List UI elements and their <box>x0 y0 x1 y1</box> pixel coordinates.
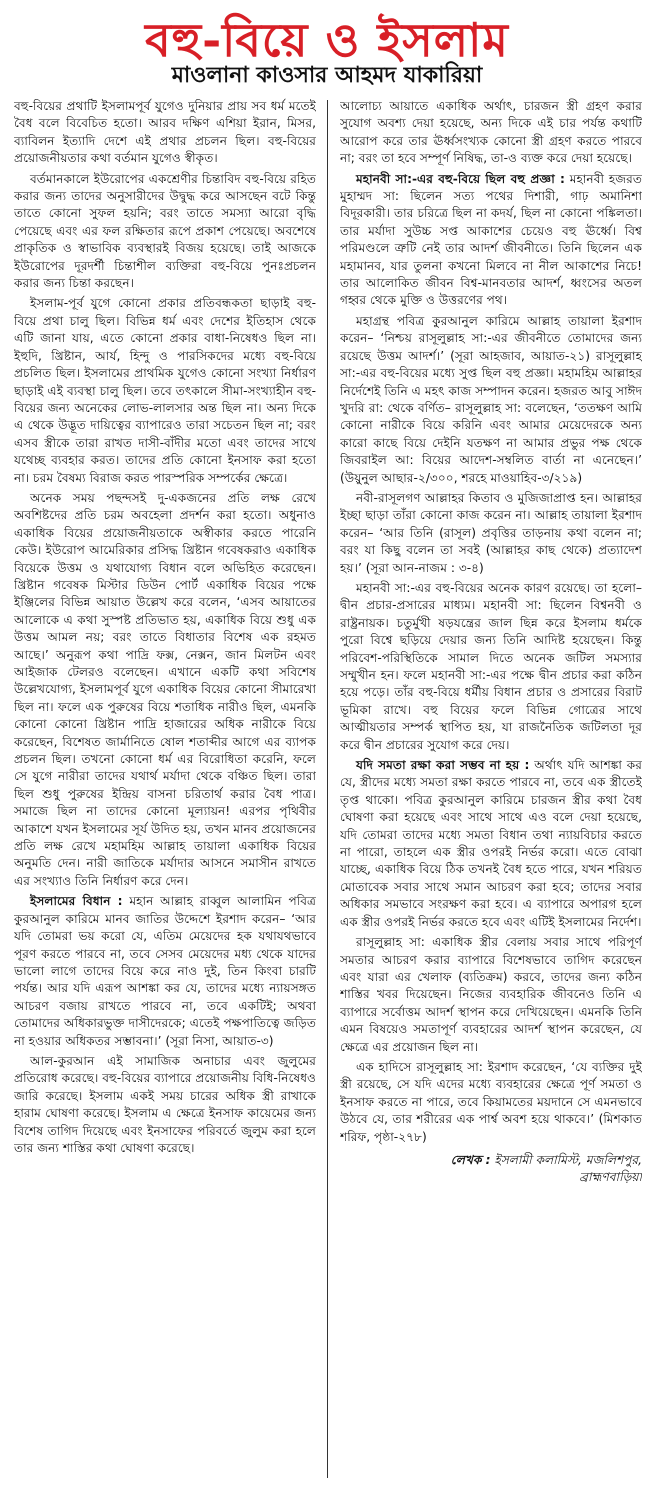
column-divider <box>327 100 328 1478</box>
right-column <box>340 98 642 1478</box>
byline-place: ব্রাহ্মণবাড়িয়া <box>579 1170 642 1185</box>
paragraph <box>340 1059 642 1146</box>
paragraph <box>14 171 316 293</box>
paragraph-text: মহাগ্রন্থ পবিত্র কুরআনুল কারিমে আল্লাহ তায়ালা ইরশাদ করেন– ‘নিশ্চয় রাসূলুল্লাহ সা:-এর জীবনীতে তোমাদের জন্য রয়েছে উত্তম আদর্শ।’ (সূরা আহজাব, আয়াত-২১) রাসূলুল্লাহ সা:-এর বহু-বিয়ের মধ্যে সুপ্ত ছিল বহু প্রজ্ঞা। মহামহিম আল্লাহর নির্দেশেই তিনি এ মহৎ কাজ সম্পাদন করেন। হজরত আবু সাঈদ খুদরি রা: থেকে বর্ণিত– রাসূলুল্লাহ সা: বলেছেন, ‘ততক্ষণ আমি কোনো নারীকে বিয়ে করিনি এবং আমার মেয়েদেরকে অন্য কারো কাছে বিয়ে দেইনি যতক্ষণ না আমার প্রভুর পক্ষ থেকে জিবরাইল আ: বিয়ের আদেশ-সম্বলিত বার্তা না এনেছেন।’ (উয়ুনুল আছার-২/৩০০, শরহে মাওয়াহিব-৩/২১৯) <box>340 313 642 485</box>
paragraph-text: এক হাদিসে রাসূলুল্লাহ সা: ইরশাদ করেছেন, ‘যে ব্যক্তির দুই স্ত্রী রয়েছে, সে যদি এদের মধ্যে ব্যবহারের ক্ষেত্রে পূর্ণ সমতা ও ইনসাফ করতে না পারে, তবে কিয়ামতের ময়দানে সে এমনভাবে উঠবে যে, তার শরীরের এক পার্শ্ব অবশ হয়ে থাকবে।’ (মিশকাত শরিফ, পৃষ্ঠা-২৭৮) <box>340 1059 642 1144</box>
paragraph <box>340 934 642 1056</box>
paragraph <box>340 490 642 577</box>
paragraph <box>14 490 316 890</box>
paragraph <box>340 171 642 310</box>
article-header <box>0 0 654 96</box>
paragraph <box>14 893 316 1050</box>
paragraph-text: নবী-রাসূলগণ আল্লাহর কিতাব ও মুজিজাপ্রাপ্ত হন। আল্লাহর ইচ্ছা ছাড়া তাঁরা কোনো কাজ করেন না। আল্লাহ তায়ালা ইরশাদ করেন– ‘আর তিনি (রাসূল) প্রবৃত্তির তাড়নায় কথা বলেন না; বরং যা কিছু বলেন তা সবই (আল্লাহর কাছ থেকে) প্রত্যাদেশ হয়।’ (সূরা আন-নাজম : ৩-৪) <box>340 490 642 575</box>
paragraph <box>340 757 642 931</box>
paragraph-text: বর্তমানকালে ইউরোপের একশ্রেণীর চিন্তাবিদ বহু-বিয়ে রহিত করার জন্য তাদের অনুসারীদের উদ্বুদ্ধ করে আসছেন বটে কিন্তু তাতে কোনো সুফল হয়নি; বরং তাতে সমস্যা আরো বৃদ্ধি পেয়েছে এবং এর ফল রক্ষিতার রূপে প্রকাশ পেয়েছে। অবশেষে প্রাকৃতিক ও স্বাভাবিক ব্যবস্থারই বিজয় হয়েছে। তাই আজকে ইউরোপের দূরদর্শী চিন্তাশীল ব্যক্তিরা বহু-বিয়ে পুনঃপ্রচলন করার জন্য চিন্তা করছেন। <box>14 171 316 291</box>
paragraph-text: ইসলাম-পূর্ব যুগে কোনো প্রকার প্রতিবন্ধকতা ছাড়াই বহু-বিয়ে প্রথা চালু ছিল। বিভিন্ন ধর্ম এবং দেশের ইতিহাস থেকে এটি জানা যায়, এতে কোনো প্রকার বাধা-নিষেধও ছিল না। ইহুদি, খ্রিষ্টান, আর্য, হিন্দু ও পারসিকদের মধ্যে বহু-বিয়ে প্রচলিত ছিল। ইসলামের প্রাথমিক যুগেও কোনো সংখ্যা নির্ধারণ ছাড়াই এই ব্যবস্থা চালু ছিল। তবে তৎকালে সীমা-সংখ্যাহীন বহু-বিয়ের জন্য অনেকের লোভ-লালসার অন্ত ছিল না। অন্য দিকে এ থেকে উদ্ভূত দায়িত্বের ব্যাপারেও তারা সচেতন ছিল না; বরং এসব স্ত্রীকে তারা রাখত দাসী-বাঁদীর মতো এবং তাদের সাথে যথেচ্ছ ব্যবহার করত। তাদের প্রতি কোনো ইনসাফ করা হতো না। চরম বৈষম্য বিরাজ করত পারস্পরিক সম্পর্কের ক্ষেত্রে। <box>14 296 316 485</box>
article-title: বহু-বিয়ে ও ইসলাম <box>145 13 509 67</box>
paragraph-text: আল-কুরআন এই সামাজিক অনাচার এবং জুলুমের প্রতিরোধ করেছে। বহু-বিয়ের ব্যাপারে প্রয়োজনীয় বিধি-নিষেধও জারি করেছে। ইসলাম একই সময় চারের অধিক স্ত্রী রাখাকে হারাম ঘোষণা করেছে। ইসলাম এ ক্ষেত্রে ইনসাফ কায়েমের জন্য বিশেষ তাগিদ দিয়েছে এবং ইনসাফের পরিবর্তে জুলুম করা হলে তার জন্য শাস্তির কথা ঘোষণা করেছে। <box>14 1053 316 1155</box>
paragraph-text: অর্থাৎ যদি আশঙ্কা কর যে, স্ত্রীদের মধ্যে সমতা রক্ষা করতে পারবে না, তবে এক স্ত্রীতেই তৃপ্ত থাকো। পবিত্র কুরআনুল কারিমে চারজন স্ত্রীর কথা বৈধ ঘোষণা করা হয়েছে এবং সাথে সাথে এও বলে দেয়া হয়েছে, যদি তোমরা তাদের মধ্যে সমতা বিধান তথা ন্যায়বিচার করতে না পারো, তাহলে এক স্ত্রীর ওপরই নির্ভর করো। এতে বোঝা যাচ্ছে, একাধিক বিয়ে ঠিক তখনই বৈধ হতে পারে, যখন শরিয়ত মোতাবেক সবার সাথে সমান আচরণ করা হবে; তাদের সবার অধিকার সমভাবে সংরক্ষণ করা হবে। এ ব্যাপারে অপারগ হলে এক স্ত্রীর ওপরই নির্ভর করতে হবে এবং এটিই ইসলামের নির্দেশ। <box>340 758 642 929</box>
left-column <box>14 98 316 1478</box>
byline-text: ইসলামী কলামিস্ট, মজলিশপুর, <box>494 1152 642 1167</box>
paragraph <box>14 295 316 486</box>
paragraph-text: মহানবী হজরত মুহাম্মদ সা: ছিলেন সত্য পথের দিশারী, গাঢ় অমানিশা বিদূরকারী। তার চরিত্রে ছিল না কদর্য, ছিল না কোনো পঙ্কিলতা। তার মর্যাদা সুউচ্চ সপ্ত আকাশের চেয়েও বহু ঊর্ধ্বে। বিশ্ব পরিমণ্ডলে ত্রুটি নেই তার আদর্শ জীবনীতে। তিনি ছিলেন এক মহামানব, যার তুলনা কখনো মিলবে না নীল আকাশের নিচে! তার আলোকিত জীবন বিশ্ব-মানবতার আদর্শ, ধ্বংসের অতল গহ্বর থেকে মুক্তি ও উত্তরণের পথ। <box>340 171 642 308</box>
byline-label: লেখক : <box>450 1152 491 1167</box>
paragraph-text: রাসূলুল্লাহ সা: একাধিক স্ত্রীর বেলায় সবার সাথে পরিপূর্ণ সমতার আচরণ করার ব্যাপারে বিশেষভাবে তাগিদ করেছেন এবং যারা এর খেলাফ (ব্যতিক্রম) করবে, তাদের জন্য কঠিন শাস্তির খবর দিয়েছেন। নিজের ব্যবহারিক জীবনেও তিনি এ ব্যাপারে সর্বোত্তম আদর্শ স্থাপন করে দেখিয়েছেন। এমনকি তিনি এমন বিষয়েও সমতাপূর্ণ ব্যবহারের আদর্শ স্থাপন করেছেন, যে ক্ষেত্রে এর প্রয়োজন ছিল না। <box>340 935 642 1054</box>
paragraph-text: অনেক সময় পছন্দসই দু-একজনের প্রতি লক্ষ রেখে অবশিষ্টদের প্রতি চরম অবহেলা প্রদর্শন করা হতো। অধুনাও একাধিক বিয়ের প্রয়োজনীয়তাকে অস্বীকার করতে পারেনি কেউ। ইউরোপ আমেরিকার প্রসিদ্ধ খ্রিষ্টান গবেষকরাও একাধিক বিয়েকে উত্তম ও যথাযোগ্য বিধান বলে অভিহিত করেছেন। খ্রিষ্টান গবেষক মিস্টার ডিউন পোর্ট একাধিক বিয়ের পক্ষে ইঞ্জিলের বিভিন্ন আয়াত উল্লেখ করে বলেন, ‘এসব আয়াতের আলোকে এ কথা সুস্পষ্ট প্রতিভাত হয়, একাধিক বিয়ে শুধু এক উত্তম আমল নয়; বরং তাতে বিধাতার বিশেষ এক রহমত আছে।’ অনুরূপ কথা পাদ্রি ফক্স, নেক্সন, জান মিলটন এবং আইজাক টেলরও বলেছেন। এখানে একটি কথা সবিশেষ উল্লেখযোগ্য, ইসলামপূর্ব যুগে একাধিক বিয়ের কোনো সীমারেখা ছিল না। ফলে এক পুরুষের বিয়ে শতাধিক নারীও ছিল, এমনকি কোনো কোনো খ্রিষ্টান পাদ্রি হাজারের অধিক নারীকে বিয়ে করেছেন, বিশেষত জার্মানিতে ষোল শতাব্দীর আগে এর ব্যাপক প্রচলন ছিল। তখনো কোনো ধর্ম এর বিরোধিতা করেনি, ফলে সে যুগে নারীরা তাদের যথার্থ মর্যাদা থেকে বঞ্চিত ছিল। তারা ছিল শুধু পুরুষের ইন্দ্রিয় বাসনা চরিতার্থ করার বৈধ পাত্র। সমাজে ছিল না তাদের কোনো মূল্যায়ন! এরপর পৃথিবীর আকাশে যখন ইসলামের সূর্য উদিত হয়, তখন মানব প্রয়োজনের প্রতি লক্ষ রেখে মহামহিম আল্লাহ তায়ালা একাধিক বিয়ের অনুমতি দেন। নারী জাতিকে মর্যাদার আসনে সমাসীন রাখতে এর সংখ্যাও তিনি নির্ধারণ করে দেন। <box>14 490 316 888</box>
paragraph <box>14 98 316 168</box>
subheading: মহানবী সা:-এর বহু-বিয়ে ছিল বহু প্রজ্ঞা : <box>356 171 565 186</box>
article-author: মাওলানা কাওসার আহমদ যাকারিয়া <box>171 63 483 88</box>
paragraph-text: বহু-বিয়ের প্রথাটি ইসলামপূর্ব যুগেও দুনিয়ার প্রায় সব ধর্ম মতেই বৈধ বলে বিবেচিত হতো। আরব দক্ষিণ এশিয়া ইরান, মিসর, ব্যাবিলন ইত্যাদি দেশে এই প্রথার প্রচলন ছিল। বহু-বিয়ের প্রয়োজনীয়তার কথা বর্তমান যুগেও স্বীকৃত। <box>14 99 316 166</box>
paragraph-text: মহান আল্লাহ রাব্বুল আলামিন পবিত্র কুরআনুল কারিমে মানব জাতির উদ্দেশে ইরশাদ করেন– ‘আর যদি তোমরা ভয় করো যে, এতিম মেয়েদের হক যথাযথভাবে পূরণ করতে পারবে না, তবে সেসব মেয়েদের মধ্য থেকে যাদের ভালো লাগে তাদের বিয়ে করে নাও দুই, তিন কিংবা চারটি পর্যন্ত। আর যদি এরূপ আশঙ্কা কর যে, তাদের মধ্যে ন্যায়সঙ্গত আচরণ বজায় রাখতে পারবে না, তবে একটিই; অথবা তোমাদের অধিকারভুক্ত দাসীদেরকে; এতেই পক্ষপাতিত্বে জড়িত না হওয়ার অধিকতর সম্ভাবনা।’ (সূরা নিসা, আয়াত-৩) <box>14 894 316 1048</box>
paragraph <box>340 98 642 168</box>
paragraph-text: মহানবী সা:-এর বহু-বিয়ের অনেক কারণ রয়েছে। তা হলো– দ্বীন প্রচার-প্রসারের মাধ্যম। মহানবী সা: ছিলেন বিশ্বনবী ও রাষ্ট্রনায়ক। চতুর্মুখী ষড়যন্ত্রের জাল ছিন্ন করে ইসলাম ধর্মকে পুরো বিশ্বে ছড়িয়ে দেয়ার জন্য তিনি আদিষ্ট হয়েছেন। কিন্তু পরিবেশ-পরিস্থিতিকে সামাল দিতে অনেক জটিল সমস্যার সম্মুখীন হন। ফলে মহানবী সা:-এর পক্ষে দ্বীন প্রচার করা কঠিন হয়ে পড়ে। তাঁর বহু-বিয়ে ধর্মীয় বিধান প্রচার ও প্রসারের বিরাট ভূমিকা রাখে। বহু বিয়ের ফলে বিভিন্ন গোত্রের সাথে আত্মীয়তার সম্পর্ক স্থাপিত হয়, যা রাজনৈতিক জটিলতা দূর করে দ্বীন প্রচারের সুযোগ করে দেয়। <box>340 580 642 752</box>
paragraph <box>340 580 642 754</box>
subheading: যদি সমতা রক্ষা করা সম্ভব না হয় : <box>356 758 530 773</box>
paragraph-text: আলোচ্য আয়াতে একাধিক অর্থাৎ, চারজন স্ত্রী গ্রহণ করার সুযোগ অবশ্য দেয়া হয়েছে, অন্য দিকে এই চার পর্যন্ত কথাটি আরোপ করে তার ঊর্ধ্বসংখ্যক কোনো স্ত্রী গ্রহণ করতে পারবে না; বরং তা হবে সম্পূর্ণ নিষিদ্ধ, তা-ও ব্যক্ত করে দেয়া হয়েছে। <box>340 99 642 166</box>
paragraph <box>340 313 642 487</box>
subheading: ইসলামের বিধান : <box>30 894 123 909</box>
author-byline <box>340 1152 642 1187</box>
paragraph <box>14 1053 316 1157</box>
